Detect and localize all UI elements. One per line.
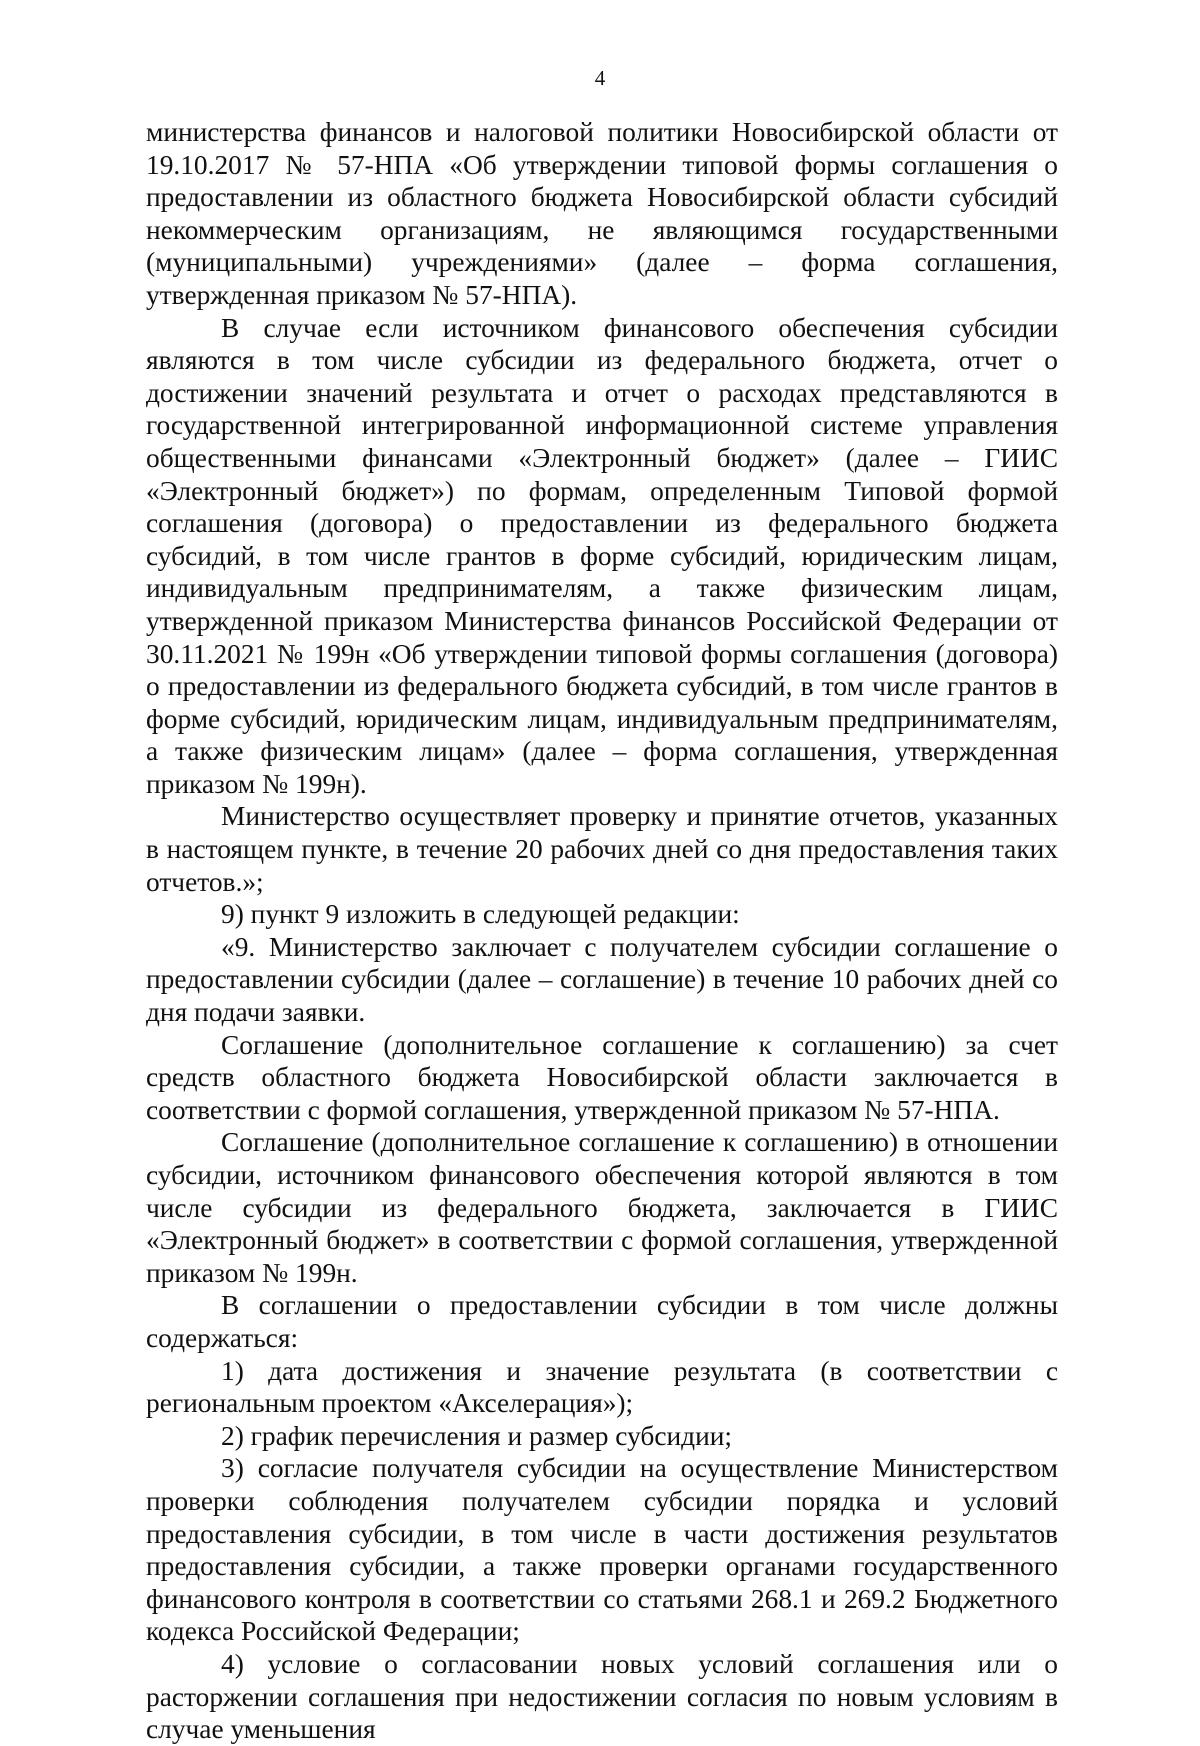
page-number: 4 [594, 66, 606, 90]
paragraph-report-check: Министерство осуществляет проверку и принятие отчетов, указанных в настоящем пункте, в течение 20 рабочих дней со дня предоставления таких отчетов.»; [146, 801, 1058, 897]
list-item-1: 1) дата достижения и значение результата (в соответствии с региональным проектом «Акселерация»); [146, 1355, 1058, 1419]
paragraph-agreement-contents: В соглашении о предоставлении субсидии в том числе должны содержаться: [146, 1290, 1058, 1353]
paragraph-agreement-federal: Соглашение (дополнительное соглашение к соглашению) в отношении субсидии, источником финансового обеспечения которой являются в том числе субсидии из федерального бюджета, заключается в ГИИС «Электронный бюджет» в соответствии с формой соглашения, утвержденной приказом № 199н. [146, 1127, 1058, 1288]
paragraph-item-9-text: «9. Министерство заключает с получателем субсидии соглашение о предоставлении субсидии (далее – соглашение) в течение 10 рабочих дней со дня подачи заявки. [146, 931, 1058, 1028]
paragraph-report-federal: В случае если источником финансового обеспечения субсидии являются в том числе субсидии из федерального бюджета, отчет о достижении значений результата и отчет о расходах представляются в государственной интегрированной информационной системе управления общественными финансами «Электронный бюджет» (далее – ГИИС «Электронный бюджет») по формам, определенным Типовой формой соглашения (договора) о предоставлении из федерального бюджета субсидий, в том числе грантов в форме субсидий, юридическим лицам, индивидуальным предпринимателям, а также физическим лицам, утвержденной приказом Министерства финансов Российской Федерации от 30.11.2021 № 199н «Об утверждении типовой формы соглашения (договора) о предоставлении из федерального бюджета субсидий, в том числе грантов в форме субсидий, юридическим лицам, индивидуальным предпринимателям, а также физическим лицам» (далее – форма соглашения, утвержденная приказом № 199н). [146, 312, 1058, 799]
paragraph-item-9-intro: 9) пункт 9 изложить в следующей редакции: [221, 899, 740, 930]
list-item-4: 4) условие о согласовании новых условий соглашения или о расторжении соглашения при недостижении согласия по новым условиям в случае уменьшения [146, 1648, 1058, 1745]
list-item-3: 3) согласие получателя субсидии на осуществление Министерством проверки соблюдения получателем субсидии порядка и условий предоставления субсидии, в том числе в части достижения результатов предоставления субсидии, а также проверки органами государственного финансового контроля в соответствии со статьями 268.1 и 269.2 Бюджетного кодекса Российской Федерации; [146, 1453, 1058, 1647]
paragraph-agreement-regional: Соглашение (дополнительное соглашение к соглашению) за счет средств областного бюджета Новосибирской области заключается в соответствии с формой соглашения, утвержденной приказом № 57-НПА. [146, 1029, 1058, 1125]
list-item-2: 2) график перечисления и размер субсидии; [221, 1420, 733, 1451]
document-body [146, 116, 1058, 1746]
paragraph-continuation: министерства финансов и налоговой политики Новосибирской области от 19.10.2017 № 57-НПА «Об утверждении типовой формы соглашения о предоставлении из областного бюджета Новосибирской области субсидий некоммерческим организациям, не являющимся государственными (муниципальными) учреждениями» (далее – форма соглашения, утвержденная приказом № 57-НПА). [146, 117, 1058, 310]
